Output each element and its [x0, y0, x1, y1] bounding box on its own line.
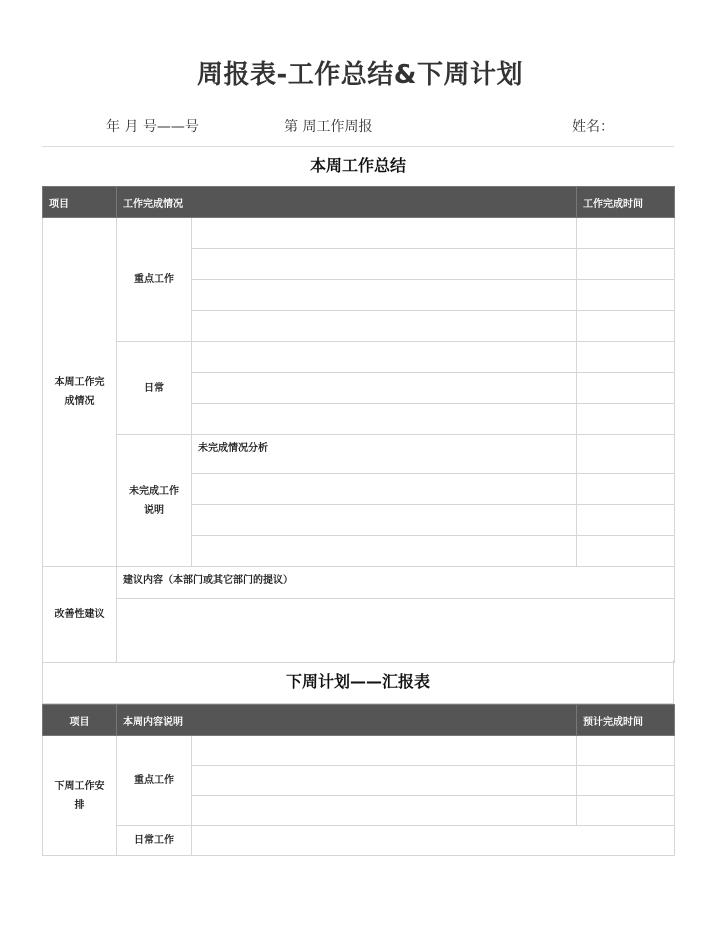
- key-work-cell[interactable]: [192, 218, 577, 249]
- plan-key-work-cell[interactable]: [192, 796, 577, 826]
- name-label: 姓名：: [572, 119, 614, 135]
- time-cell[interactable]: [577, 404, 675, 435]
- time-cell[interactable]: [577, 536, 675, 567]
- plan-key-work-cell[interactable]: [192, 766, 577, 796]
- key-work-cell[interactable]: [192, 249, 577, 280]
- summary-table: [42, 186, 675, 663]
- suggestion-label: 建议内容（本部门或其它部门的提议）: [117, 567, 675, 599]
- plan-routine-label: 日常工作: [117, 826, 192, 856]
- summary-group-label: 本周工作完成情况: [43, 218, 117, 567]
- unfinished-analysis-label: 未完成情况分析: [192, 435, 577, 474]
- time-cell[interactable]: [577, 342, 675, 373]
- improvement-label: 改善性建议: [43, 567, 117, 663]
- time-cell[interactable]: [577, 505, 675, 536]
- routine-cell[interactable]: [192, 404, 577, 435]
- time-cell[interactable]: [577, 474, 675, 505]
- date-range-label: 年 月 号——号: [106, 119, 199, 135]
- unfinished-cell[interactable]: [192, 474, 577, 505]
- header-finish-time: 工作完成时间: [577, 187, 675, 218]
- time-cell[interactable]: [577, 373, 675, 404]
- plan-group-label: 下周工作安排: [43, 736, 117, 856]
- suggestion-cell[interactable]: [117, 599, 675, 663]
- routine-cell[interactable]: [192, 373, 577, 404]
- plan-routine-cell[interactable]: [192, 826, 675, 856]
- routine-label: 日常: [117, 342, 192, 435]
- header-item: 项目: [43, 187, 117, 218]
- time-cell[interactable]: [577, 280, 675, 311]
- plan-table: [42, 704, 675, 856]
- plan-time-cell[interactable]: [577, 796, 675, 826]
- plan-time-cell[interactable]: [577, 766, 675, 796]
- week-number-label: 第 周工作周报: [284, 119, 373, 135]
- summary-section-title: 本周工作总结: [309, 156, 406, 175]
- routine-cell[interactable]: [192, 342, 577, 373]
- plan-header-content: 本周内容说明: [117, 705, 577, 736]
- header-divider: [42, 146, 674, 147]
- time-cell[interactable]: [577, 435, 675, 474]
- page-title: 周报表-工作总结&下周计划: [197, 60, 523, 90]
- unfinished-cell[interactable]: [192, 505, 577, 536]
- header-work-status: 工作完成情况: [117, 187, 577, 218]
- plan-header-time: 预计完成时间: [577, 705, 675, 736]
- plan-header-item: 项目: [43, 705, 117, 736]
- key-work-cell[interactable]: [192, 280, 577, 311]
- key-work-cell[interactable]: [192, 311, 577, 342]
- plan-key-work-cell[interactable]: [192, 736, 577, 766]
- time-cell[interactable]: [577, 249, 675, 280]
- time-cell[interactable]: [577, 311, 675, 342]
- key-work-label: 重点工作: [117, 218, 192, 342]
- time-cell[interactable]: [577, 218, 675, 249]
- plan-section-title: 下周计划——汇报表: [285, 672, 430, 691]
- unfinished-cell[interactable]: [192, 536, 577, 567]
- unfinished-label: 未完成工作说明: [117, 435, 192, 567]
- plan-key-work-label: 重点工作: [117, 736, 192, 826]
- plan-time-cell[interactable]: [577, 736, 675, 766]
